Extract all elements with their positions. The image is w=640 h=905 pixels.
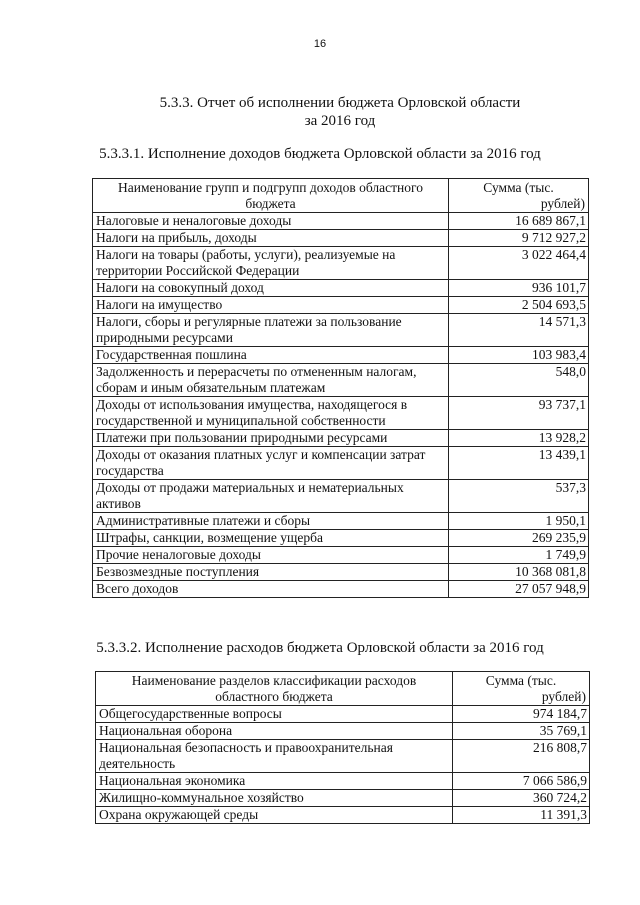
expense-header-name: Наименование разделов классификации расходов областного бюджета [96,672,453,706]
table-row [93,230,589,247]
row-name: Административные платежи и сборы [93,513,449,530]
row-value: 11 391,3 [453,807,590,824]
row-value: 93 737,1 [449,397,589,430]
row-value: 13 928,2 [449,430,589,447]
row-name: Прочие неналоговые доходы [93,547,449,564]
row-value: 1 749,9 [449,547,589,564]
row-name: Доходы от оказания платных услуг и компенсации затрат государства [93,447,449,480]
row-value: 537,3 [449,480,589,513]
row-name: Налоги на имущество [93,297,449,314]
table-row [93,547,589,564]
row-name: Всего доходов [93,581,449,598]
row-value: 9 712 927,2 [449,230,589,247]
row-name: Охрана окружающей среды [96,807,453,824]
row-name: Налоги на прибыль, доходы [93,230,449,247]
income-section-title: 5.3.3.1. Исполнение доходов бюджета Орловской области за 2016 год [99,146,541,162]
row-name: Национальная экономика [96,773,453,790]
table-row [93,213,589,230]
report-title [120,94,560,130]
row-value: 216 808,7 [453,740,590,773]
page-number: 16 [313,38,327,50]
expense-table [95,671,590,824]
table-row [93,430,589,447]
expense-section-title: 5.3.3.2. Исполнение расходов бюджета Орловской области за 2016 год [96,640,544,656]
row-value: 27 057 948,9 [449,581,589,598]
row-value: 1 950,1 [449,513,589,530]
income-header-sum-line-2: рублей) [540,196,585,211]
income-header-sum-line-1: Сумма (тыс. [483,180,554,195]
row-value: 14 571,3 [449,314,589,347]
table-row-total [93,581,589,598]
row-value: 10 368 081,8 [449,564,589,581]
table-row [93,480,589,513]
row-value: 103 983,4 [449,347,589,364]
row-name: Налоги, сборы и регулярные платежи за пользование природными ресурсами [93,314,449,347]
income-table [92,178,589,598]
table-row [93,247,589,280]
table-row [93,364,589,397]
table-row [93,530,589,547]
row-name: Безвозмездные поступления [93,564,449,581]
report-title-line-2: за 2016 год [304,113,376,129]
row-value: 16 689 867,1 [449,213,589,230]
row-name: Платежи при пользовании природными ресурсами [93,430,449,447]
expense-header-sum-line-1: Сумма (тыс. [485,673,557,688]
table-row [93,564,589,581]
row-value: 35 769,1 [453,723,590,740]
income-header-name: Наименование групп и подгрупп доходов областного бюджета [93,179,449,213]
table-row [93,347,589,364]
table-row [93,397,589,430]
table-row [96,790,590,807]
expense-header-sum-line-2: рублей) [541,689,586,704]
row-name: Налоги на совокупный доход [93,280,449,297]
table-row [93,314,589,347]
row-name: Общегосударственные вопросы [96,706,453,723]
table-row [96,807,590,824]
report-title-line-1: 5.3.3. Отчет об исполнении бюджета Орловской области [159,95,521,111]
income-header-sum [449,179,589,213]
row-name: Жилищно-коммунальное хозяйство [96,790,453,807]
table-row [93,513,589,530]
row-value: 269 235,9 [449,530,589,547]
row-name: Доходы от использования имущества, находящегося в государственной и муниципальной собственности [93,397,449,430]
table-row [96,706,590,723]
row-value: 936 101,7 [449,280,589,297]
table-row [96,723,590,740]
row-value: 548,0 [449,364,589,397]
row-name: Национальная оборона [96,723,453,740]
expense-header-sum [453,672,590,706]
row-name: Государственная пошлина [93,347,449,364]
table-row [93,297,589,314]
row-value: 360 724,2 [453,790,590,807]
table-row [96,773,590,790]
row-value: 13 439,1 [449,447,589,480]
row-name: Налоги на товары (работы, услуги), реализуемые на территории Российской Федерации [93,247,449,280]
row-value: 974 184,7 [453,706,590,723]
expense-table-header [96,672,590,706]
table-row [96,740,590,773]
row-name: Национальная безопасность и правоохранительная деятельность [96,740,453,773]
income-table-header [93,179,589,213]
table-row [93,280,589,297]
row-name: Доходы от продажи материальных и нематериальных активов [93,480,449,513]
row-name: Налоговые и неналоговые доходы [93,213,449,230]
row-value: 7 066 586,9 [453,773,590,790]
row-value: 3 022 464,4 [449,247,589,280]
row-name: Штрафы, санкции, возмещение ущерба [93,530,449,547]
row-name: Задолженность и перерасчеты по отмененным налогам, сборам и иным обязательным платежам [93,364,449,397]
table-row [93,447,589,480]
row-value: 2 504 693,5 [449,297,589,314]
